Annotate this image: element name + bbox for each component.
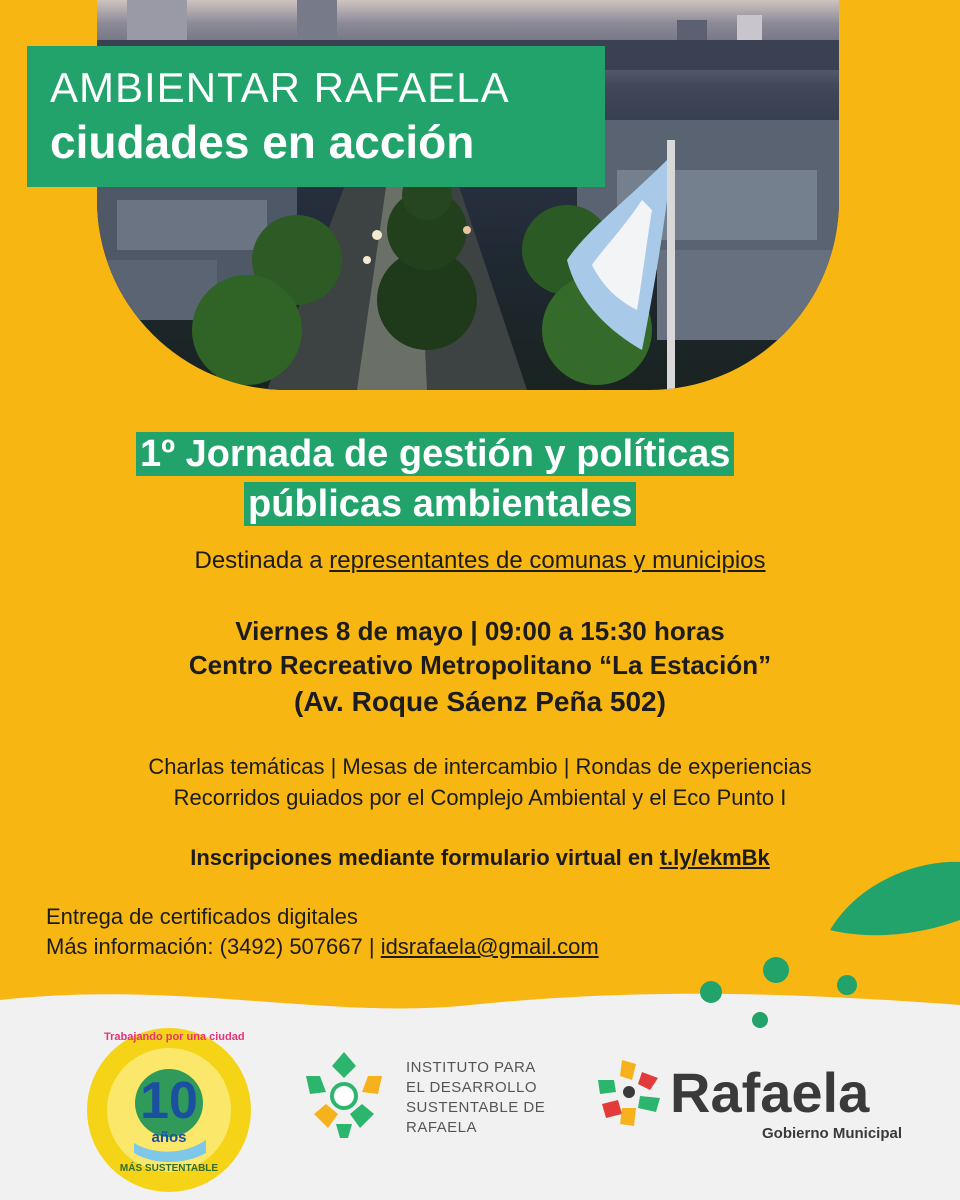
activities-line-1: Charlas temáticas | Mesas de intercambio | Rondas de experiencias <box>148 754 812 779</box>
badge-number: 10 <box>140 1072 198 1130</box>
sustainability-badge-icon <box>84 1025 254 1195</box>
badge-arc-text: Trabajando por una ciudad <box>104 1031 245 1043</box>
institute-line-2: EL DESARROLLO <box>406 1079 537 1096</box>
title-line-1: AMBIENTAR RAFAELA <box>50 64 510 111</box>
activities-line-2: Recorridos guiados por el Complejo Ambiental y el Eco Punto I <box>173 785 787 810</box>
registration-prefix: Inscripciones mediante formulario virtual en <box>190 845 660 870</box>
institute-name <box>406 1058 545 1138</box>
email-link[interactable]: idsrafaela@gmail.com <box>380 934 599 959</box>
institute-line-3: SUSTENTABLE DE <box>406 1099 546 1116</box>
title-line-2: ciudades en acción <box>50 116 475 168</box>
leaf-decoration-icon <box>830 862 960 935</box>
city-subtitle: Gobierno Municipal <box>762 1125 903 1142</box>
city-name: Rafaela <box>670 1061 870 1124</box>
rafaela-logo-icon <box>592 1058 668 1128</box>
badge-years: años <box>151 1129 187 1146</box>
registration-link[interactable]: t.ly/ekmBk <box>659 845 770 870</box>
badge-bottom-text: MÁS SUSTENTABLE <box>119 1163 219 1174</box>
institute-line-4: RAFAELA <box>406 1119 478 1136</box>
event-venue: Centro Recreativo Metropolitano “La Estación” <box>188 650 772 680</box>
contact-prefix: Más información: (3492) 507667 | <box>46 934 381 959</box>
event-address: (Av. Roque Sáenz Peña 502) <box>294 686 666 717</box>
certificates-text: Entrega de certificados digitales <box>46 904 358 929</box>
event-date-time: Viernes 8 de mayo | 09:00 a 15:30 horas <box>235 616 725 646</box>
institute-logo-icon <box>298 1048 390 1140</box>
headline-line-2: públicas ambientales <box>244 482 636 526</box>
headline-line-1: 1º Jornada de gestión y políticas <box>136 432 734 476</box>
institute-line-1: INSTITUTO PARA <box>406 1059 536 1076</box>
audience-prefix: Destinada a <box>194 547 330 574</box>
audience-link[interactable]: representantes de comunas y municipios <box>329 547 766 574</box>
